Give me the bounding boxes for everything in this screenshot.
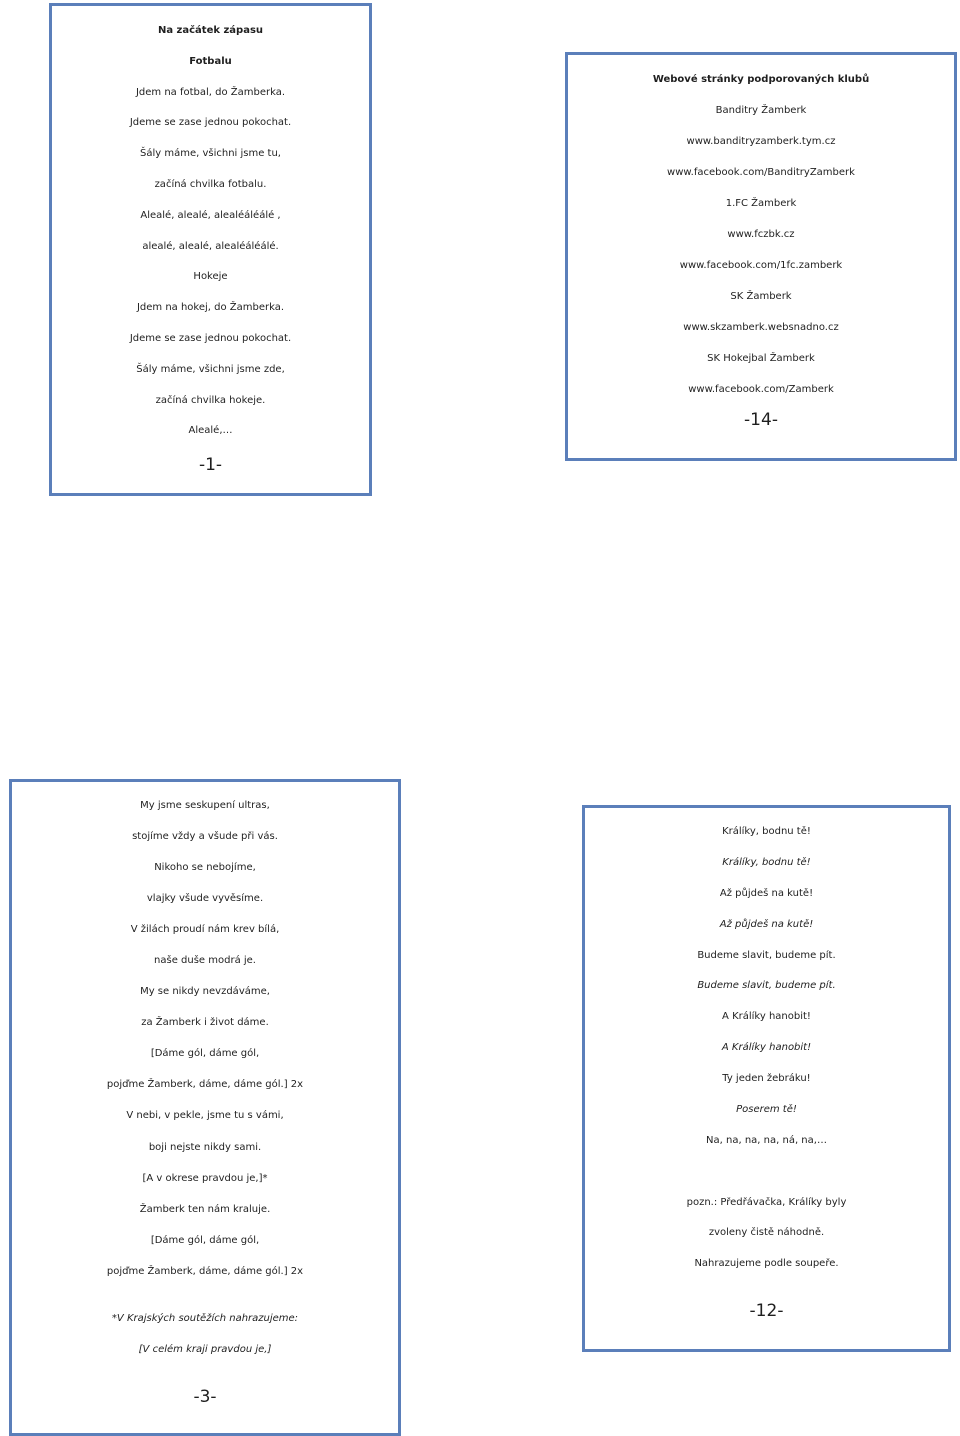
verse-line: Jdem na fotbal, do Žamberka. (135, 86, 286, 98)
verse-line: Šály máme, všichni jsme tu, (139, 148, 281, 160)
verse-line: Alealé, alealé, alealéáléálé , (140, 209, 281, 221)
verse-line: A Králíky hanobit! (722, 1011, 811, 1023)
club-name: 1.FC Žamberk (725, 198, 797, 209)
verse-line: Králíky, bodnu tě! (722, 826, 811, 837)
verse-line: Jdeme se zase jednou pokochat. (129, 117, 292, 129)
note-line: pozn.: Předřávačka, Králíky byly (686, 1196, 847, 1208)
heading-football: Fotbalu (189, 55, 232, 67)
verse-line: Budeme slavit, budeme pít. (697, 949, 836, 961)
club-link[interactable]: www.facebook.com/1fc.zamberk (679, 260, 843, 271)
verse-line-response: A Králíky hanobit! (721, 1042, 812, 1054)
verse-line: My jsme seskupení ultras, (140, 800, 270, 811)
verse-line: V nebi, v pekle, jsme tu s vámi, (126, 1110, 284, 1122)
verse-line: Jdem na hokej, do Žamberka. (136, 302, 285, 314)
spacer (585, 1157, 948, 1188)
websites-heading: Webové stránky podporovaných klubů (652, 74, 870, 85)
chant-card-page-1 (49, 3, 372, 496)
verse-line: My se nikdy nevzdáváme, (140, 986, 270, 998)
verse-line: Až půjdeš na kutě! (719, 887, 814, 899)
club-name: Banditry Žamberk (715, 105, 807, 116)
club-link[interactable]: www.facebook.com/Zamberk (688, 384, 834, 395)
verse-line: V žilách proudí nám krev bílá, (130, 924, 280, 936)
verse-line: Ty jeden žebráku! (722, 1073, 811, 1085)
verse-line: naše duše modrá je. (154, 955, 256, 967)
club-link[interactable]: www.fczbk.cz (727, 229, 795, 240)
verse-line: Nikoho se nebojíme, (154, 862, 256, 874)
page-number: -3- (193, 1386, 217, 1407)
verse-line: Alealé,… (188, 425, 233, 437)
verse-line: vlajky všude vyvěsíme. (146, 893, 264, 905)
verse-line: Na, na, na, na, ná, na,… (706, 1134, 827, 1146)
club-websites-card-page-14 (565, 52, 957, 461)
club-link[interactable]: www.banditryzamberk.tym.cz (686, 136, 836, 147)
verse-line: začíná chvilka hokeje. (155, 394, 266, 406)
note-line: zvoleny čistě náhodně. (708, 1227, 825, 1239)
verse-line: [Dáme gól, dáme gól, (150, 1048, 260, 1060)
verse-line-response: Poserem tě! (736, 1104, 797, 1116)
club-name: SK Hokejbal Žamberk (707, 353, 815, 364)
verse-line: pojďme Žamberk, dáme, dáme gól.] 2x (106, 1265, 304, 1277)
note-line: Nahrazujeme podle soupeře. (694, 1258, 839, 1270)
page-number: -1- (198, 455, 223, 476)
ultras-song-card-page-3 (9, 779, 401, 1436)
verse-line: [Dáme gól, dáme gól, (150, 1234, 260, 1246)
club-link[interactable]: www.facebook.com/BanditryZamberk (667, 167, 855, 178)
verse-line: Žamberk ten nám kraluje. (139, 1203, 271, 1215)
opponent-chant-card-page-12 (582, 805, 951, 1352)
verse-line: pojďme Žamberk, dáme, dáme gól.] 2x (106, 1079, 304, 1091)
footnote-line: *V Krajských soutěžích nahrazujeme: (111, 1312, 299, 1324)
heading-match-start: Na začátek zápasu (157, 25, 264, 36)
club-name: SK Žamberk (730, 291, 792, 302)
club-link[interactable]: www.skzamberk.websnadno.cz (683, 322, 839, 333)
footnote-line: [V celém kraji pravdou je,] (138, 1343, 272, 1355)
verse-line-response: Budeme slavit, budeme pít. (697, 980, 836, 992)
verse-line-response: Až půjdeš na kutě! (719, 918, 814, 930)
verse-line: boji nejste nikdy sami. (148, 1141, 262, 1153)
page-number: -12- (749, 1301, 784, 1322)
verse-line: Jdeme se zase jednou pokochat. (129, 332, 292, 344)
verse-line: [A v okrese pravdou je,]* (142, 1172, 268, 1184)
page-number: -14- (744, 410, 778, 430)
verse-line: začíná chvilka fotbalu. (154, 178, 267, 190)
verse-line: alealé, alealé, alealéáléálé. (142, 240, 279, 252)
verse-line-response: Králíky, bodnu tě! (722, 856, 811, 868)
heading-hockey: Hokeje (193, 271, 228, 283)
spacer (12, 1287, 398, 1303)
verse-line: za Žamberk i život dáme. (141, 1017, 269, 1029)
verse-line: Šály máme, všichni jsme zde, (136, 363, 285, 375)
verse-line: stojíme vždy a všude při vás. (132, 831, 278, 843)
